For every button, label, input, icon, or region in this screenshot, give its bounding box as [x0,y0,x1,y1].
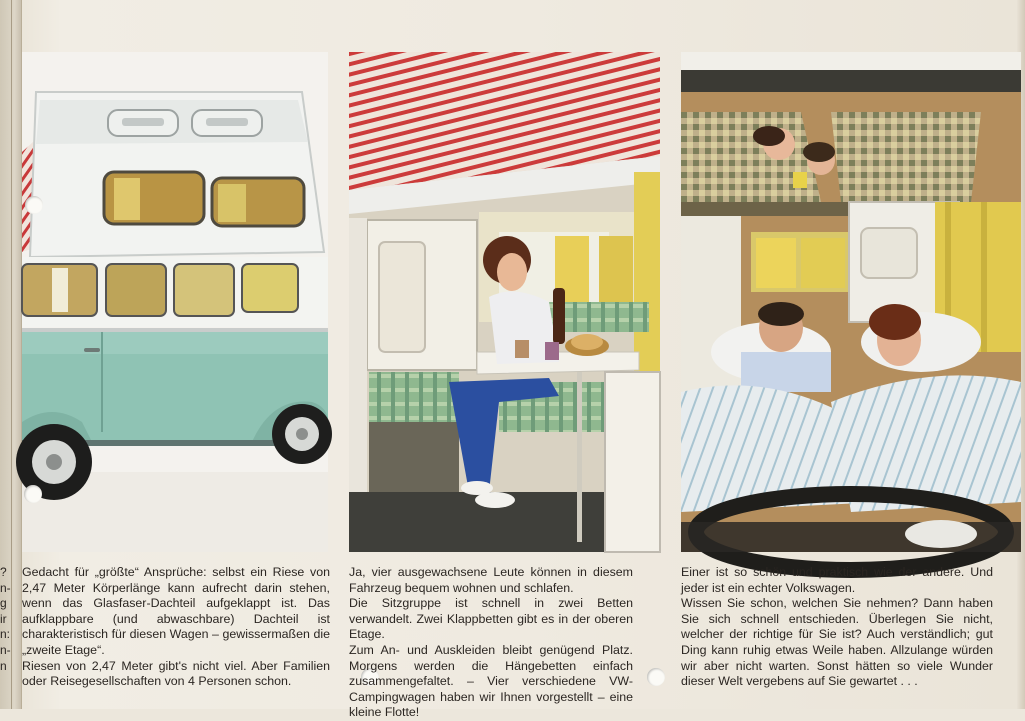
caption-paragraph: Die Sitzgruppe ist schnell in zwei Betten verwandelt. Zwei Klappbetten gibt es in der oberen Etage. [349,596,633,642]
fragment-line: n- [0,580,11,595]
caption-paragraph: Einer ist so schön und praktisch wie der andere. Und jeder ist ein echter Volkswagen. [681,565,993,595]
punch-hole [24,485,42,503]
caption-paragraph: Wissen Sie schon, welchen Sie nehmen? Dann haben Sie sich schnell entschieden. Überlegen Sie nicht, welcher der richtige für Sie ist? Auch verständlich; gut Ding kann ruhig etwas Weile haben. Allzulange würden wir aber nicht warten. Sonst hätten so viele Wunder dieser Welt vergebens auf Sie gewartet . . . [681,596,993,689]
caption-column-1 [22,565,330,690]
fragment-line: ? [0,565,7,579]
fragment-line: n [0,658,7,673]
caption-paragraph: Riesen von 2,47 Meter gibt's nicht viel. Aber Familien oder Reisegesellschaften von 4 Personen schon. [22,658,330,689]
camper-van-exterior-photo [22,52,328,552]
interior-dining-illustration [349,52,660,552]
fragment-line: n: [0,627,11,642]
sleeping-scene-illustration [681,52,1021,552]
camper-interior-dining-photo [349,52,660,552]
caption-column-3 [681,565,993,690]
fragment-line: g [0,596,7,611]
punch-hole [647,668,665,686]
caption-paragraph: Gedacht für „größte“ Ansprüche: selbst ein Riese von 2,47 Meter Körperlänge kann aufrecht darin stehen, wenn das Glasfaser-Dachteil aufgeklappt ist. Das aufklappbare (und abwaschbare) Dachteil ist charakteristisch für diesen Wagen – gewissermaßen die „zweite Etage“. [22,565,330,657]
previous-page-text-fragments [0,565,12,674]
punch-hole [25,196,43,214]
fragment-line: ir [0,611,7,626]
caption-paragraph: Zum An- und Auskleiden bleibt genügend Platz. Morgens werden die Hängebetten einfach zusammengefaltet. – Vier verschiedene VW-Campingwagen haben wir Ihnen vorgestellt – eine kleine Flotte! [349,642,633,720]
camper-van-illustration [22,52,328,552]
camper-sleeping-couple-photo [681,52,1021,552]
fragment-line: n- [0,642,11,657]
caption-paragraph: Ja, vier ausgewachsene Leute können in diesem Fahrzeug bequem wohnen und schlafen. [349,565,633,595]
caption-column-2 [349,565,633,721]
